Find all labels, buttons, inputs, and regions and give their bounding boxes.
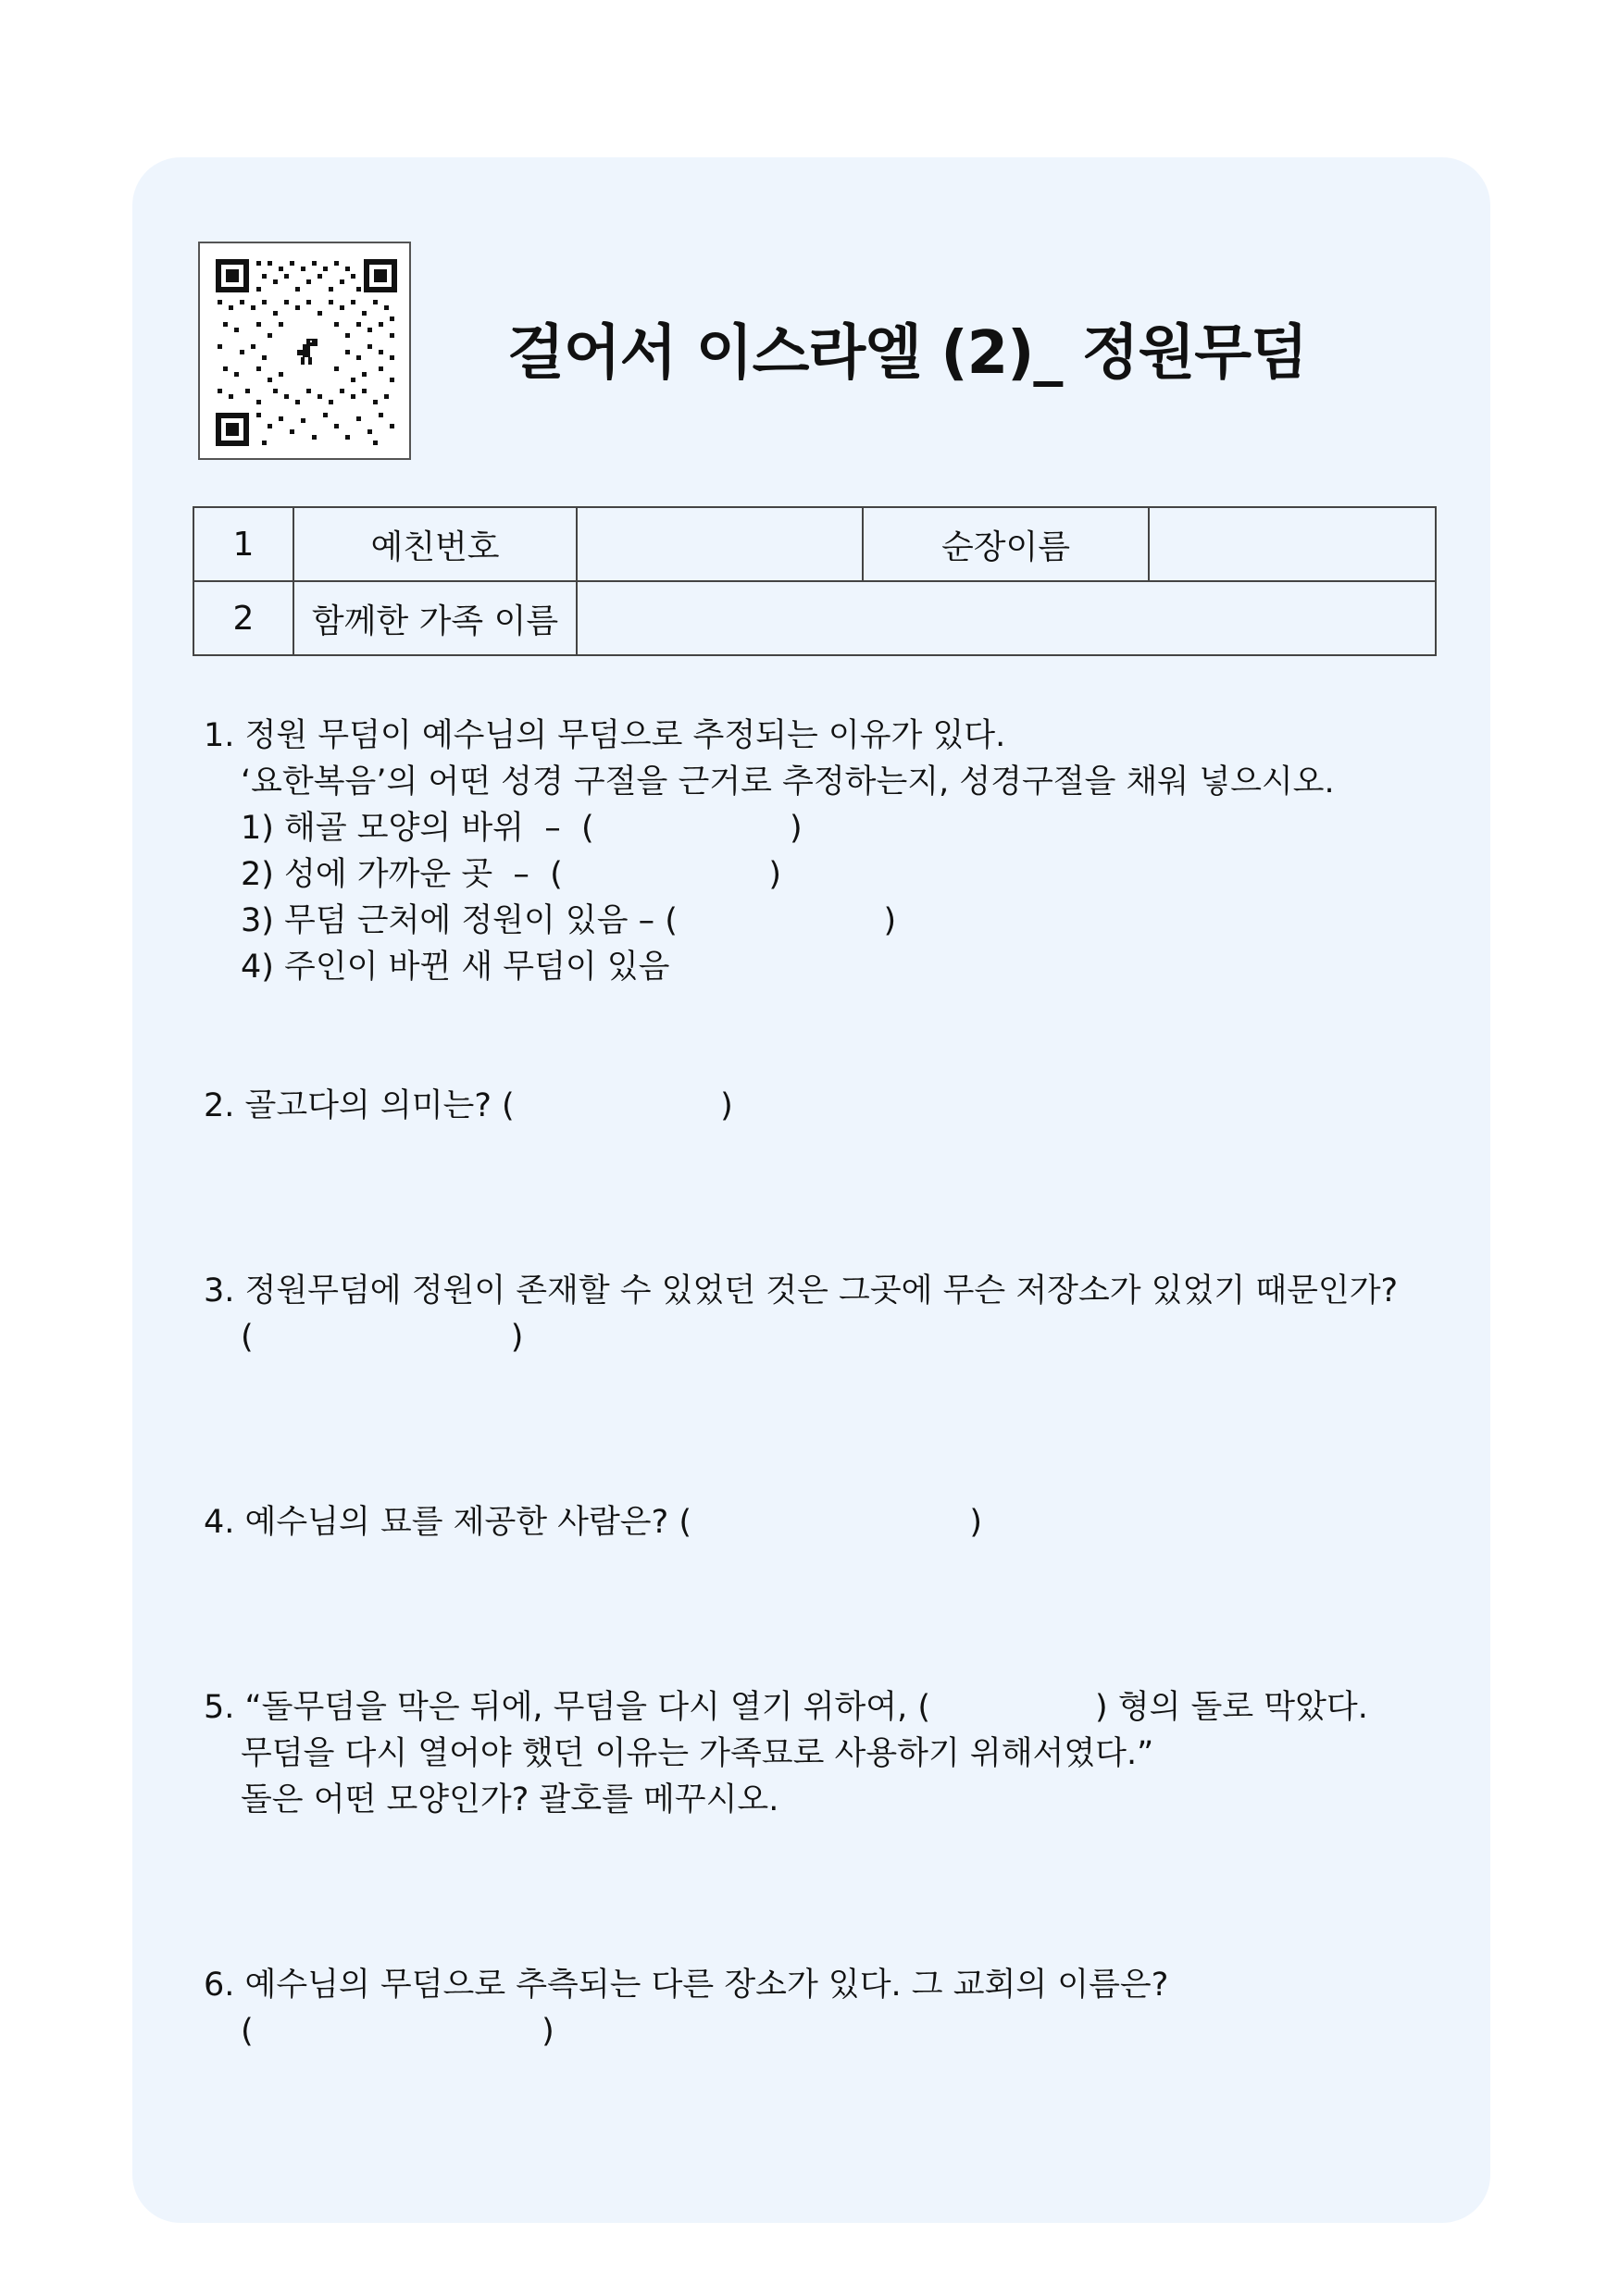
answer-item: 4) 주인이 바뀐 새 무덤이 있음 (241, 949, 670, 986)
info-table (193, 506, 1437, 656)
family-names-label: 함께한 가족 이름 (293, 581, 577, 655)
question-1 (204, 713, 1398, 990)
question-2 (204, 1083, 1398, 1129)
question-4 (204, 1499, 1398, 1545)
row-number: 2 (193, 581, 293, 655)
question-text: 돌은 어떤 모양인가? 괄호를 메꾸시오. (241, 1781, 779, 1818)
table-row (193, 507, 1436, 581)
question-text: 6. 예수님의 무덤으로 추측되는 다른 장소가 있다. 그 교회의 이름은? (204, 1967, 1169, 2004)
group-number-label: 예친번호 (293, 507, 577, 581)
question-text[interactable]: 2. 골고다의 의미는? ( ) (204, 1087, 733, 1124)
qr-code-icon (216, 259, 397, 446)
question-5 (204, 1684, 1398, 1823)
answer-blank[interactable]: ( ) (241, 2013, 554, 2050)
group-number-field[interactable] (577, 507, 863, 581)
row-number: 1 (193, 507, 293, 581)
question-text[interactable]: 5. “돌무덤을 막은 뒤에, 무덤을 다시 열기 위하여, ( ) 형의 돌로 막았다. (204, 1689, 1368, 1726)
family-names-field[interactable] (577, 581, 1436, 655)
question-text: ‘요한복음’의 어떤 성경 구절을 근거로 추정하는지, 성경구절을 채워 넣으시오. (241, 763, 1335, 800)
table-row (193, 581, 1436, 655)
answer-item[interactable]: 1) 해골 모양의 바위 – ( ) (241, 810, 803, 847)
page-title: 걸어서 이스라엘 (2)_ 정원무덤 (507, 319, 1307, 388)
leader-name-label: 순장이름 (863, 507, 1149, 581)
qr-code (198, 242, 411, 460)
question-text[interactable]: 4. 예수님의 묘를 제공한 사람은? ( ) (204, 1504, 983, 1541)
answer-item[interactable]: 3) 무덤 근처에 정원이 있음 – ( ) (241, 902, 897, 939)
answer-item[interactable]: 2) 성에 가까운 곳 – ( ) (241, 856, 781, 893)
question-text: 무덤을 다시 열어야 했던 이유는 가족묘로 사용하기 위해서였다.” (241, 1735, 1154, 1772)
question-6 (204, 1962, 1398, 2054)
question-list (204, 713, 1398, 2054)
leader-name-field[interactable] (1149, 507, 1436, 581)
question-text: 1. 정원 무덤이 예수님의 무덤으로 추정되는 이유가 있다. (204, 717, 1006, 754)
answer-blank[interactable]: ( ) (241, 1319, 524, 1356)
question-text: 3. 정원무덤에 정원이 존재할 수 있었던 것은 그곳에 무슨 저장소가 있었기 때문인가? (204, 1272, 1399, 1309)
question-3 (204, 1268, 1398, 1360)
